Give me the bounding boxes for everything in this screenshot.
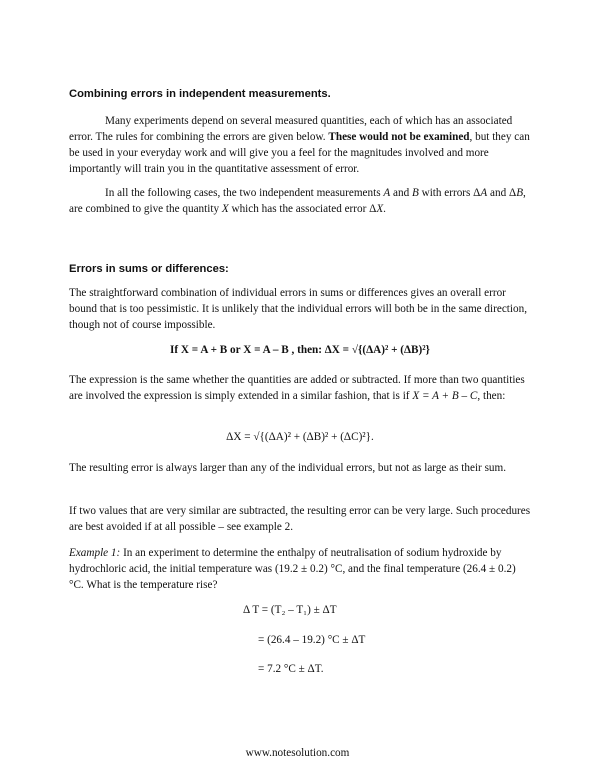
cases-and2: and Δ (487, 187, 517, 199)
cases-text-a: In all the following cases, the two independent measurements (105, 187, 384, 199)
calc-line-3: = 7.2 °C ± ΔT. (258, 663, 324, 675)
var-delta-a: A (480, 187, 488, 199)
resulting-error-paragraph: The resulting error is always larger than any of the individual errors, but not as large as their sum. (69, 462, 507, 474)
expression-text-a: The expression is the same whether the quantities are added or subtracted. If more than two quantities are involved the expression is simply extended in a similar fashion, that is if (69, 374, 525, 402)
intro-text-a: Many experiments depend on several measured quantities, each of which has an associated error. The rules for combining the errors are given below. (69, 115, 513, 143)
expression-inline-formula: X = A + B – C (412, 390, 478, 402)
footer-website: www.notesolution.com (245, 747, 350, 759)
similar-values-paragraph: If two values that are very similar are subtracted, the resulting error can be very large. Such procedures are best avoided if at all possible – see example 2. (69, 505, 531, 533)
cases-end: which has the associated error Δ (228, 203, 377, 215)
expression-paragraph (69, 372, 531, 404)
cases-with: with errors Δ (418, 187, 481, 199)
cases-dot: . (383, 203, 386, 215)
var-delta-x: X (376, 203, 384, 215)
cases-paragraph (69, 185, 531, 217)
section-heading-sums-differences: Errors in sums or differences: (69, 263, 229, 275)
sums-paragraph: The straightforward combination of individual errors in sums or differences gives an overall error bound that is too pessimistic. It is unlikely that the individual errors will both be in the same direction, though not of course impossible. (69, 287, 527, 331)
calc-line-1: Δ T = (T₂ – T₁) ± ΔT (243, 604, 337, 616)
intro-text-b: , but they can be used in your everyday work and will give you a feel for the magnitudes involved and more importantly will train you in the quantitative assessment of error. (69, 131, 530, 175)
example-text: In an experiment to determine the enthalpy of neutralisation of sodium hydroxide by hydrochloric acid, the initial temperature was (19.2 ± 0.2) °C, and the final temperature (26.4 ± 0.2) °C. What is the temperature rise? (69, 547, 516, 591)
intro-paragraph (69, 113, 531, 177)
cases-mid: , are combined to give the quantity (69, 187, 526, 215)
var-x: X (221, 203, 229, 215)
example-label: Example 1: (69, 547, 121, 559)
intro-bold-text: These would not be examined (328, 131, 470, 143)
var-delta-b: B (516, 187, 524, 199)
example-1-paragraph (69, 545, 531, 593)
section-heading-combining-errors: Combining errors in independent measurements. (69, 88, 331, 100)
extended-formula: ΔX = √{(ΔA)² + (ΔB)² + (ΔC)²}. (226, 431, 374, 443)
cases-and: and (390, 187, 412, 199)
calc-line-2: = (26.4 – 19.2) °C ± ΔT (258, 634, 366, 646)
main-formula: If X = A + B or X = A – B , then: ΔX = √{(ΔA)² + (ΔB)²} (170, 344, 430, 356)
var-a: A (383, 187, 391, 199)
expression-text-b: , then: (477, 390, 506, 402)
var-b: B (411, 187, 419, 199)
